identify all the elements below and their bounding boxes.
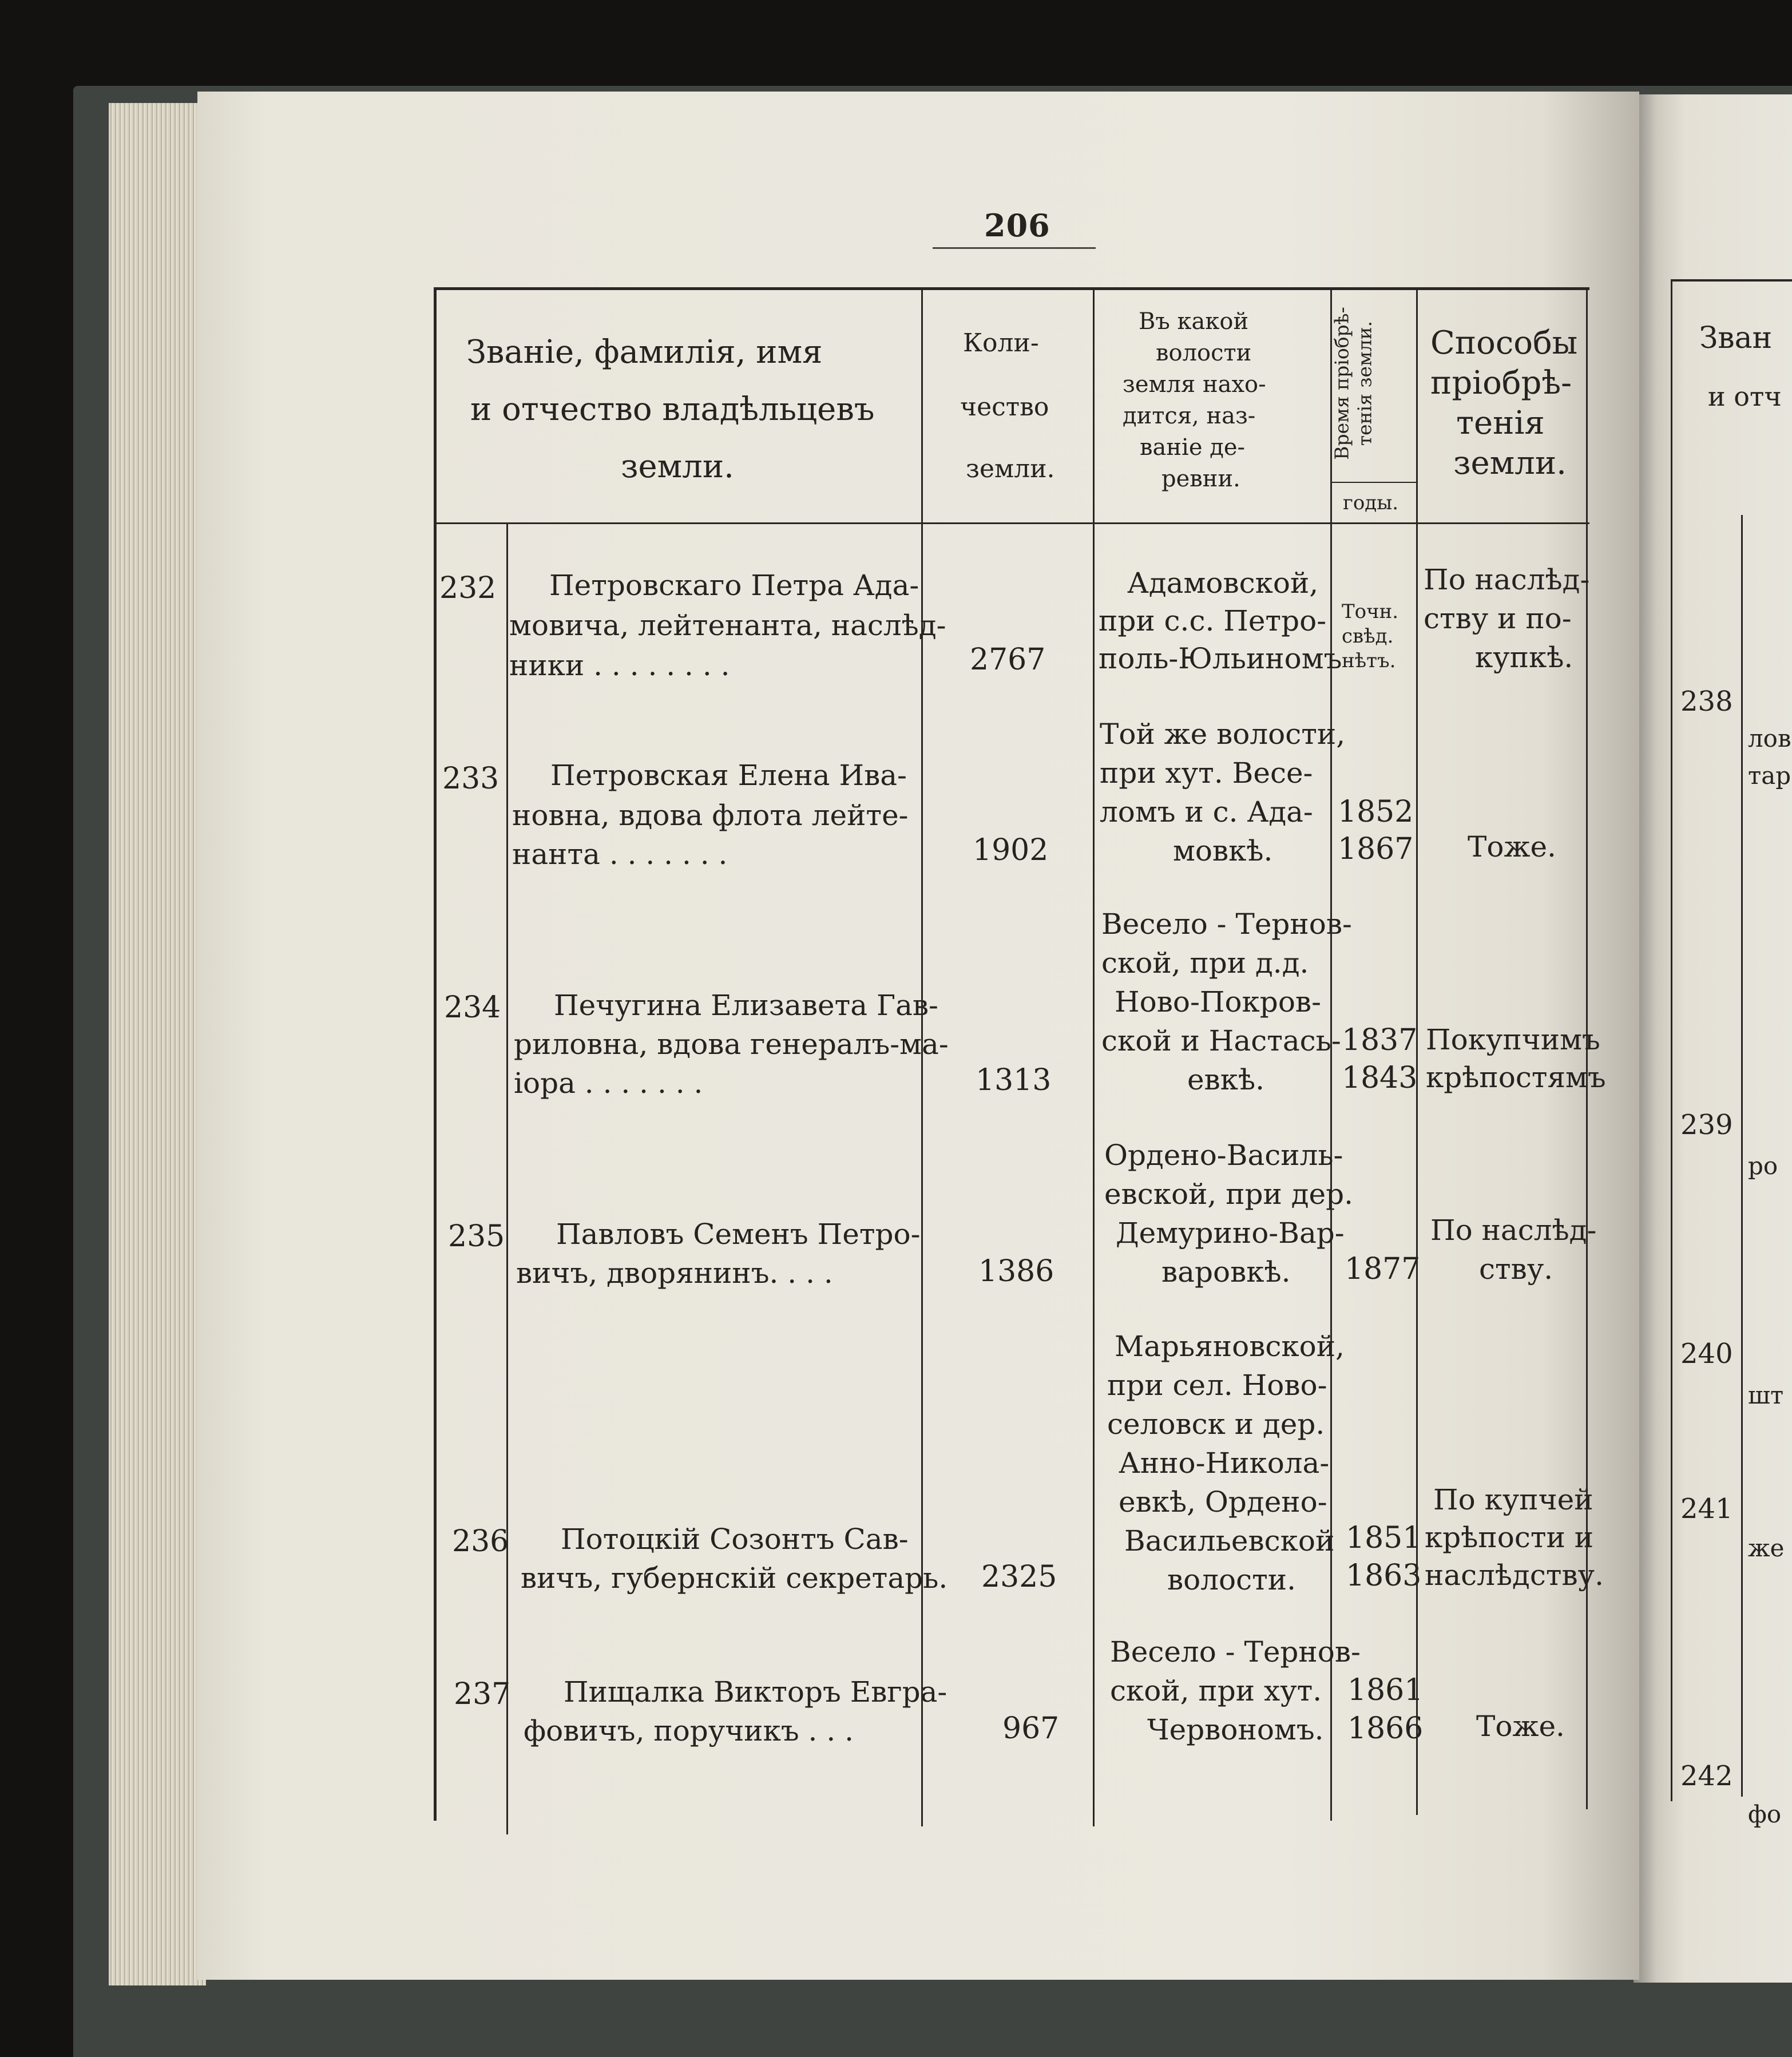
facing-header-fragment-2: и отч (1708, 381, 1782, 412)
years-line: 1852 (1338, 795, 1414, 829)
quantity-value: 1386 (978, 1254, 1054, 1289)
header-owner-line: земли. (621, 448, 734, 485)
facing-table-top-rule (1671, 279, 1792, 282)
years-line: 1837 (1342, 1023, 1418, 1057)
facing-fragment: лов (1748, 724, 1791, 752)
location-line: Марьяновской, (1115, 1330, 1345, 1363)
header-location-line: дится, наз- (1123, 403, 1256, 429)
table-left-rule (434, 287, 437, 1821)
method-line: крѣпости и (1425, 1521, 1594, 1554)
years-line: 1851 (1346, 1521, 1422, 1555)
owner-line: риловна, вдова генералъ-ма- (514, 1028, 949, 1061)
header-method-line: тенія (1456, 405, 1545, 442)
location-line: Ново-Покров- (1115, 985, 1321, 1018)
time-unit-rule (1332, 482, 1416, 483)
location-column-left-rule (1093, 287, 1095, 1826)
facing-fragment: тар (1748, 762, 1791, 790)
quantity-value: 1313 (976, 1063, 1052, 1097)
row-number: 232 (439, 571, 497, 605)
facing-fragment: ро (1748, 1152, 1778, 1180)
facing-table-left-rule (1671, 279, 1672, 1801)
location-line: евкѣ, Ордено- (1119, 1485, 1327, 1519)
header-location-line: Въ какой (1139, 308, 1249, 335)
owner-line: Петровская Елена Ива- (550, 759, 907, 792)
header-location-line: ваніе де- (1140, 434, 1246, 461)
location-line: Червономъ. (1147, 1713, 1324, 1746)
location-line: евской, при дер. (1104, 1178, 1354, 1211)
years-line: свѣд. (1342, 625, 1394, 648)
facing-row-number: 242 (1680, 1760, 1733, 1792)
location-line: ской и Настась- (1101, 1024, 1341, 1057)
location-line: ской, при д.д. (1101, 946, 1309, 980)
location-line: при с.с. Петро- (1099, 604, 1327, 637)
location-line: Весело - Тернов- (1110, 1635, 1361, 1668)
owner-line: нанта . . . . . . . (512, 838, 728, 871)
owner-line: вичъ, губернскій секретарь. (521, 1561, 948, 1595)
owner-line: Павловъ Семенъ Петро- (556, 1218, 921, 1251)
years-line: нѣтъ. (1342, 649, 1396, 672)
facing-row-number: 241 (1680, 1493, 1733, 1525)
years-line: Точн. (1342, 600, 1399, 623)
facing-row-number: 240 (1680, 1338, 1733, 1370)
location-line: варовкѣ. (1161, 1255, 1291, 1289)
facing-table-column-rule (1741, 515, 1743, 1797)
header-owner-line: и отчество владѣльцевъ (470, 391, 875, 428)
page-number: 206 (984, 207, 1050, 244)
quantity-value: 967 (1002, 1711, 1060, 1746)
location-line: Весело - Тернов- (1101, 907, 1352, 941)
method-line: Тоже. (1476, 1710, 1565, 1743)
row-number: 237 (454, 1677, 511, 1711)
header-method-line: Способы (1430, 324, 1578, 362)
location-line: ской, при хут. (1110, 1674, 1322, 1707)
facing-row-number: 238 (1680, 685, 1733, 718)
facing-page (1634, 94, 1792, 1983)
location-line: селовск и дер. (1107, 1408, 1325, 1441)
method-line: По наслѣд- (1430, 1214, 1597, 1247)
quantity-value: 2767 (970, 643, 1046, 677)
location-line: поль-Юльиномъ (1099, 642, 1342, 675)
owner-line: Петровскаго Петра Ада- (549, 569, 919, 602)
location-line: Адамовской, (1127, 566, 1319, 600)
header-location-line: волости (1156, 340, 1252, 366)
method-line: Покупчимъ (1426, 1023, 1600, 1056)
location-line: Той же волости, (1100, 718, 1346, 751)
location-line: ломъ и с. Ада- (1100, 795, 1313, 829)
header-time-line: тенія земли. (1353, 320, 1375, 446)
years-line: 1861 (1347, 1673, 1424, 1707)
method-line: По купчей (1433, 1483, 1593, 1516)
header-quantity-line: земли. (966, 454, 1055, 483)
owner-line: ники . . . . . . . . (509, 649, 730, 682)
owner-line: іора . . . . . . . (514, 1067, 703, 1100)
location-line: Демурино-Вар- (1116, 1216, 1345, 1250)
method-line: ству. (1479, 1253, 1553, 1286)
years-line: 1866 (1347, 1711, 1424, 1746)
location-line: евкѣ. (1187, 1063, 1265, 1096)
facing-fragment: же (1748, 1534, 1785, 1562)
owner-line: Печугина Елизавета Гав- (554, 989, 938, 1022)
location-line: Ордено-Василь- (1104, 1139, 1343, 1172)
quantity-value: 1902 (973, 833, 1049, 867)
method-line: По наслѣд- (1424, 563, 1590, 596)
location-line: Анно-Никола- (1119, 1446, 1330, 1480)
owner-line: вичъ, дворянинъ. . . . (516, 1257, 833, 1290)
method-line: ству и по- (1424, 602, 1572, 635)
header-quantity-line: Коли- (963, 328, 1039, 358)
facing-fragment: шт (1748, 1381, 1784, 1409)
years-line: 1843 (1342, 1061, 1418, 1095)
header-method-line: земли. (1453, 445, 1567, 482)
number-column-rule (506, 524, 508, 1834)
header-location-line: земля нахо- (1123, 371, 1266, 398)
owner-line: новна, вдова флота лейте- (512, 799, 909, 832)
years-line: 1877 (1345, 1252, 1421, 1286)
row-number: 234 (444, 990, 501, 1025)
header-quantity-line: чество (960, 393, 1049, 422)
quantity-value: 2325 (981, 1560, 1057, 1594)
owner-line: фовичъ, поручикъ . . . (524, 1714, 854, 1747)
years-line: 1867 (1338, 832, 1414, 866)
location-line: при сел. Ново- (1107, 1369, 1327, 1402)
header-time-line: Время пріобрѣ- (1330, 307, 1353, 460)
row-number: 235 (448, 1219, 505, 1254)
header-time-unit: годы. (1343, 492, 1399, 514)
row-number: 233 (442, 762, 499, 796)
owner-line: мовича, лейтенанта, наслѣд- (509, 609, 946, 642)
location-line: Васильевской (1124, 1524, 1335, 1557)
location-line: мовкѣ. (1173, 834, 1273, 867)
facing-header-fragment-1: Зван (1699, 321, 1773, 355)
page-number-rule (933, 247, 1096, 249)
header-method-line: пріобрѣ- (1430, 364, 1572, 402)
years-line: 1863 (1346, 1559, 1422, 1593)
method-line: крѣпостямъ (1426, 1061, 1606, 1094)
method-line: Тоже. (1468, 830, 1556, 863)
header-location-line: ревни. (1161, 466, 1240, 492)
header-owner-line: Званіе, фамилія, имя (466, 334, 823, 371)
facing-row-number: 239 (1680, 1109, 1733, 1141)
owner-line: Пищалка Викторъ Евгра- (564, 1675, 947, 1709)
header-time-vertical (1330, 286, 1375, 481)
page-edges (109, 103, 206, 1985)
owner-line: Потоцкій Созонтъ Сав- (561, 1523, 909, 1556)
method-line: купкѣ. (1475, 641, 1573, 674)
method-line: наслѣдству. (1425, 1559, 1604, 1592)
location-line: волости. (1167, 1563, 1296, 1596)
facing-fragment: фо (1748, 1800, 1782, 1828)
row-number: 236 (452, 1524, 509, 1559)
location-line: при хут. Весе- (1100, 756, 1313, 790)
